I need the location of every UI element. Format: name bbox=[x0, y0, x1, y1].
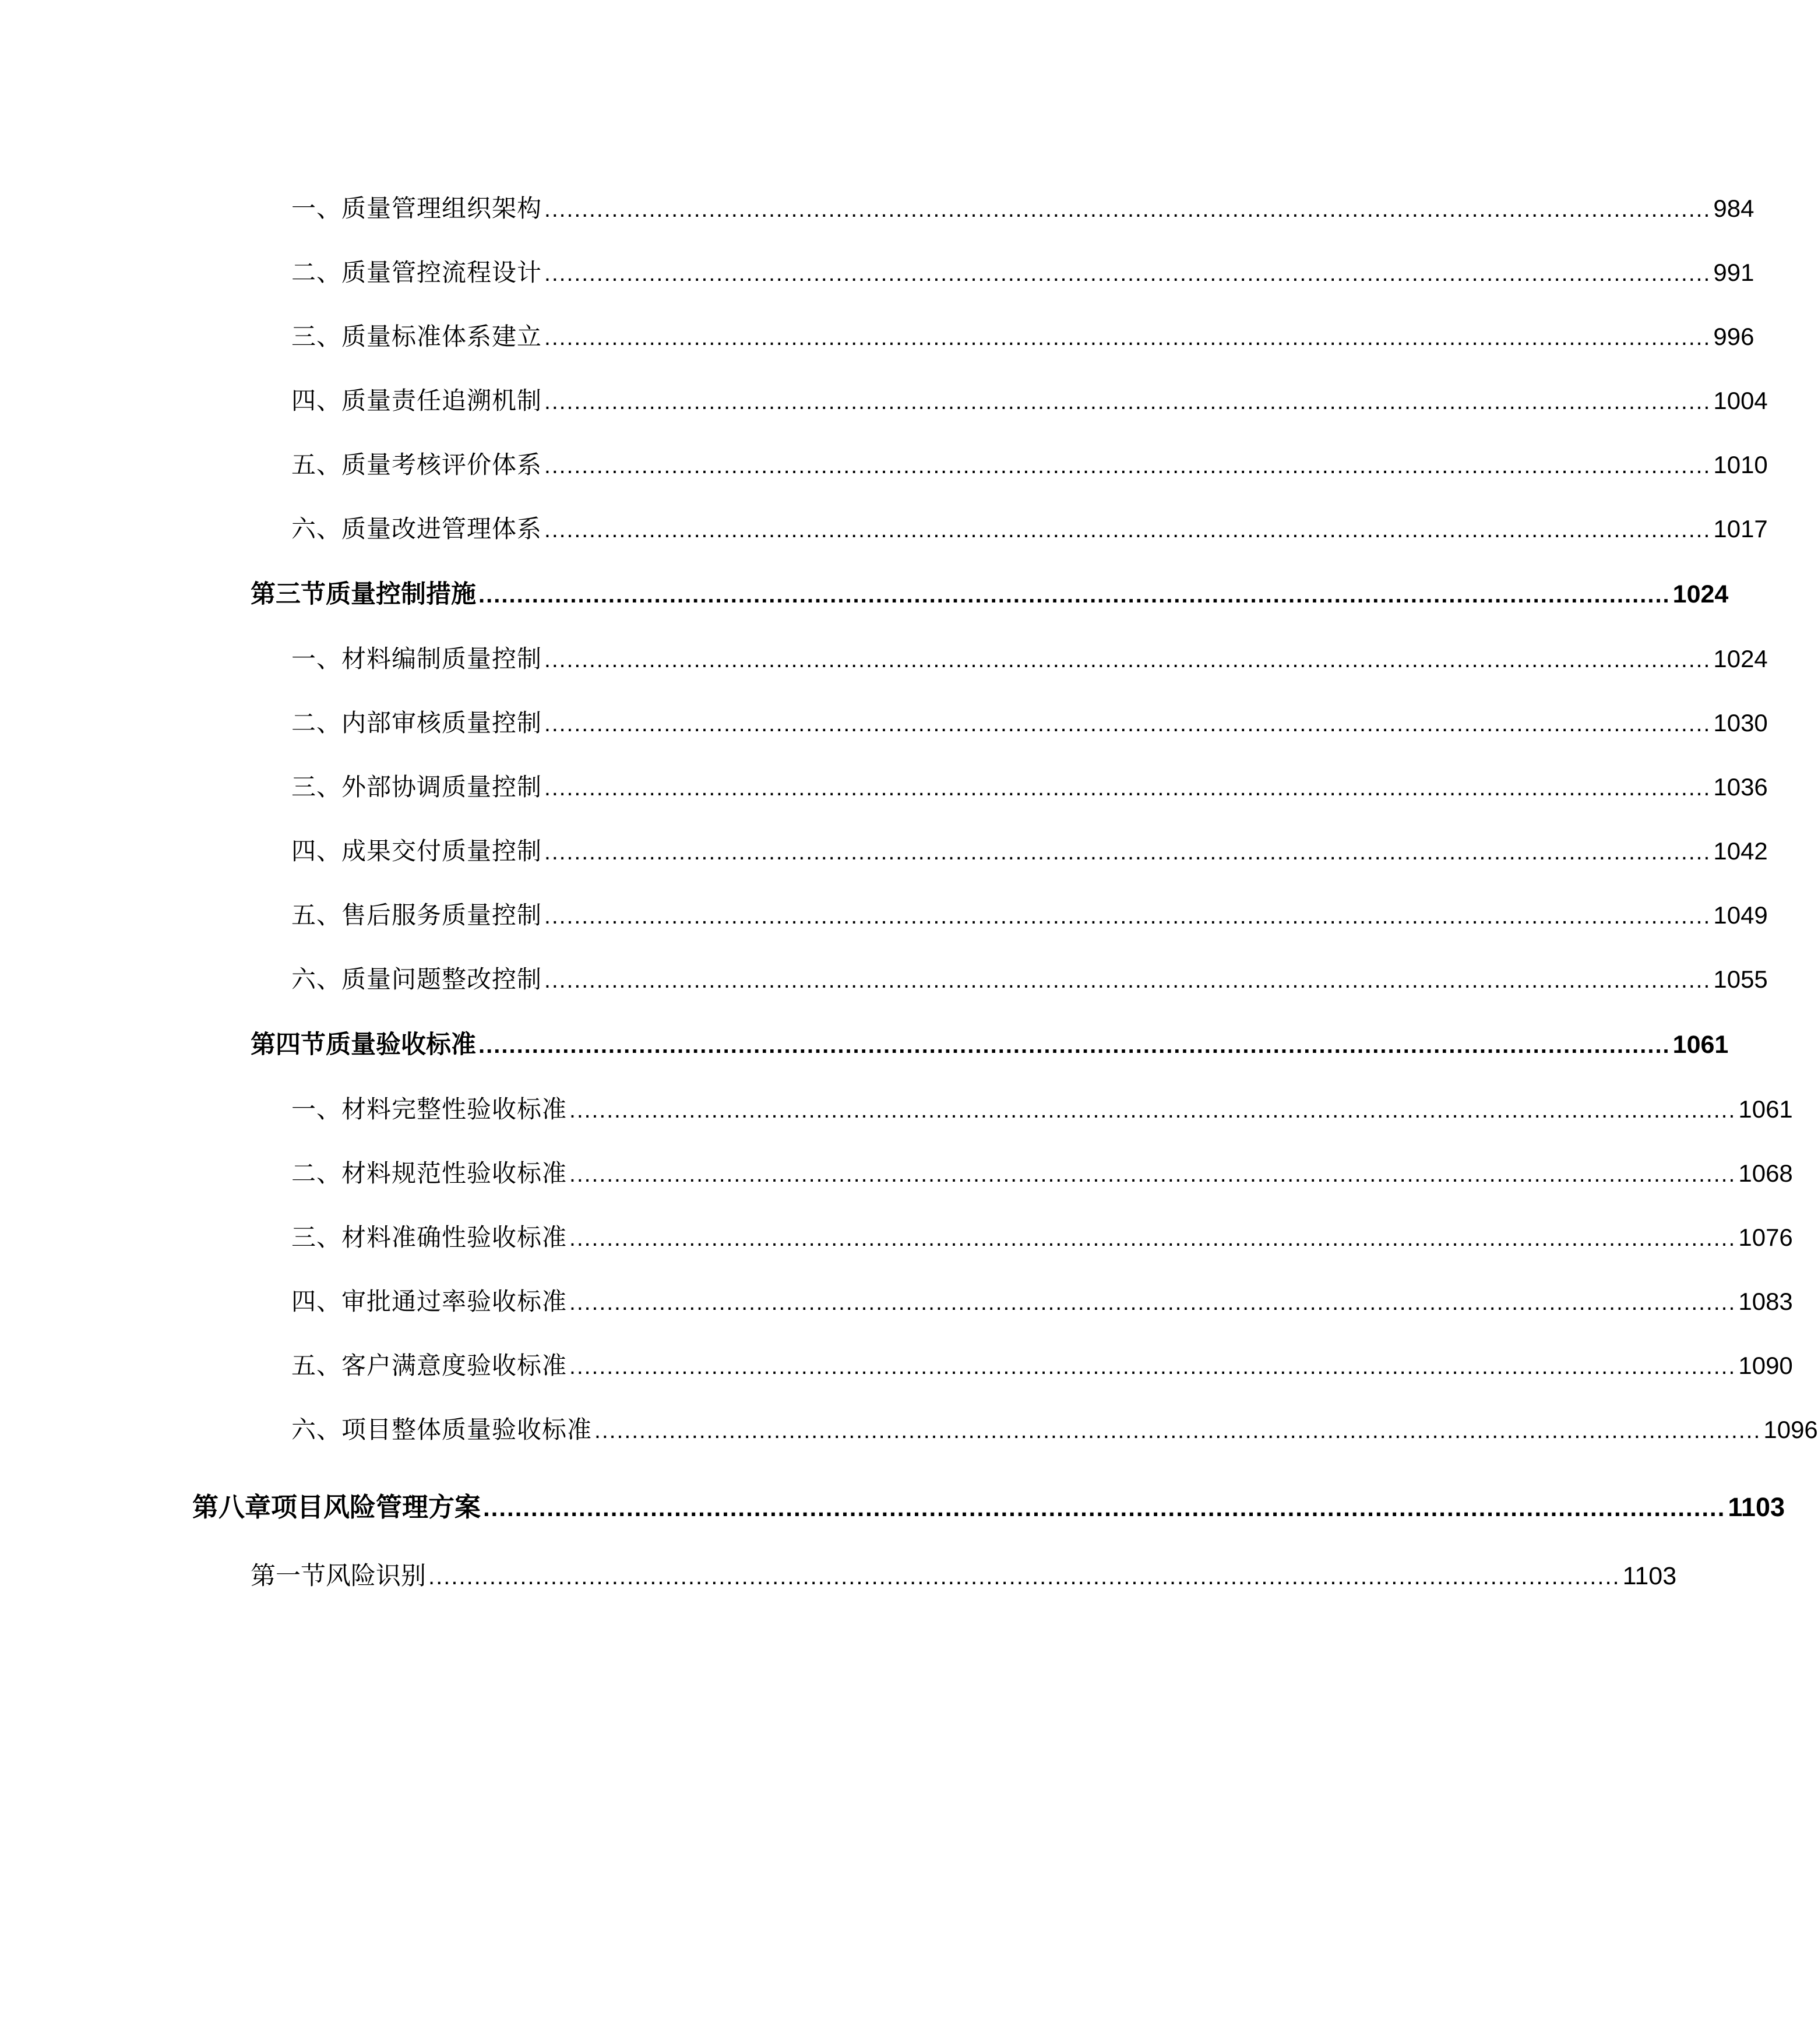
toc-dot-leader: ............................................................................................................................................................ bbox=[544, 711, 1711, 736]
table-of-contents bbox=[192, 175, 1818, 1607]
toc-dot-leader: ............................................................................................................................................................ bbox=[569, 1354, 1736, 1379]
toc-entry[interactable] bbox=[192, 882, 1768, 946]
toc-entry[interactable] bbox=[192, 495, 1768, 559]
toc-entry-title: 一、材料完整性验收标准 bbox=[291, 1095, 568, 1123]
toc-entry-title: 第一节风险识别 bbox=[251, 1562, 426, 1590]
toc-entry-page-number: 1103 bbox=[1622, 1562, 1677, 1590]
toc-entry[interactable] bbox=[192, 1460, 1785, 1541]
toc-entry[interactable] bbox=[192, 559, 1729, 625]
toc-entry[interactable] bbox=[192, 1541, 1677, 1607]
toc-dot-leader: ............................................................................................................................................................ bbox=[569, 1290, 1736, 1315]
toc-entry-title: 三、质量标准体系建立 bbox=[291, 323, 542, 350]
toc-entry-page-number: 1076 bbox=[1738, 1224, 1793, 1251]
toc-entry[interactable] bbox=[192, 689, 1768, 753]
toc-entry-page-number: 1004 bbox=[1713, 387, 1768, 414]
toc-dot-leader: ............................................................................................................................................................ bbox=[544, 453, 1711, 478]
toc-entry-page-number: 1090 bbox=[1738, 1352, 1793, 1379]
toc-entry[interactable] bbox=[192, 1010, 1729, 1076]
toc-entry-title: 六、项目整体质量验收标准 bbox=[291, 1416, 593, 1443]
toc-entry[interactable] bbox=[192, 303, 1754, 367]
toc-entry-page-number: 991 bbox=[1713, 259, 1754, 286]
toc-entry[interactable] bbox=[192, 367, 1768, 431]
toc-dot-leader: ............................................................................................................................................................ bbox=[544, 776, 1711, 801]
toc-entry[interactable] bbox=[192, 431, 1768, 495]
toc-entry-page-number: 996 bbox=[1713, 323, 1754, 350]
toc-dot-leader: ............................................................................................................................................................ bbox=[569, 1226, 1736, 1251]
toc-entry-page-number: 1068 bbox=[1738, 1160, 1793, 1187]
toc-dot-leader: ............................................................................................................................................................ bbox=[594, 1418, 1761, 1443]
toc-entry[interactable] bbox=[192, 1396, 1818, 1460]
toc-entry[interactable] bbox=[192, 817, 1768, 882]
toc-entry-title: 五、售后服务质量控制 bbox=[291, 901, 542, 929]
toc-entry-title: 二、质量管控流程设计 bbox=[291, 259, 542, 286]
toc-entry-page-number: 1096 bbox=[1763, 1416, 1818, 1443]
toc-entry-title: 二、内部审核质量控制 bbox=[291, 709, 542, 736]
toc-entry-page-number: 1024 bbox=[1713, 645, 1768, 672]
toc-entry-page-number: 1017 bbox=[1713, 515, 1768, 542]
toc-entry-page-number: 1103 bbox=[1728, 1492, 1785, 1522]
toc-entry[interactable] bbox=[192, 1332, 1793, 1396]
toc-dot-leader: ............................................................................................................................................................ bbox=[544, 261, 1711, 286]
toc-entry-title: 一、材料编制质量控制 bbox=[291, 645, 542, 672]
toc-entry-page-number: 1083 bbox=[1738, 1288, 1793, 1315]
toc-entry-title: 第三节质量控制措施 bbox=[251, 580, 476, 608]
toc-entry[interactable] bbox=[192, 1140, 1793, 1204]
toc-entry-title: 五、客户满意度验收标准 bbox=[291, 1352, 568, 1379]
toc-dot-leader: ............................................................................................................................................................ bbox=[544, 904, 1711, 929]
toc-dot-leader: ............................................................................................................................................................ bbox=[569, 1098, 1736, 1123]
toc-entry[interactable] bbox=[192, 175, 1754, 239]
toc-entry[interactable] bbox=[192, 1268, 1793, 1332]
toc-entry[interactable] bbox=[192, 753, 1768, 817]
toc-entry-page-number: 1055 bbox=[1713, 965, 1768, 993]
toc-entry-title: 第四节质量验收标准 bbox=[251, 1031, 476, 1059]
toc-entry-page-number: 1036 bbox=[1713, 773, 1768, 801]
toc-dot-leader: ............................................................................................................................................................ bbox=[544, 389, 1711, 414]
toc-entry[interactable] bbox=[192, 625, 1768, 689]
toc-dot-leader: ............................................................................................................................................................ bbox=[544, 517, 1711, 542]
toc-entry[interactable] bbox=[192, 239, 1754, 303]
toc-entry-page-number: 1010 bbox=[1713, 451, 1768, 478]
toc-entry-title: 三、材料准确性验收标准 bbox=[291, 1224, 568, 1251]
toc-dot-leader: ............................................................................................................................................................ bbox=[478, 582, 1671, 608]
toc-entry-page-number: 984 bbox=[1713, 195, 1754, 222]
toc-entry-page-number: 1030 bbox=[1713, 709, 1768, 736]
toc-dot-leader: ............................................................................................................................................................ bbox=[483, 1494, 1726, 1521]
toc-entry-page-number: 1042 bbox=[1713, 837, 1768, 865]
toc-entry-title: 四、质量责任追溯机制 bbox=[291, 387, 542, 414]
toc-entry-title: 四、成果交付质量控制 bbox=[291, 837, 542, 865]
toc-dot-leader: ............................................................................................................................................................ bbox=[544, 197, 1711, 222]
toc-dot-leader: ............................................................................................................................................................ bbox=[478, 1032, 1671, 1058]
toc-entry-title: 一、质量管理组织架构 bbox=[291, 195, 542, 222]
toc-entry-title: 第八章项目风险管理方案 bbox=[192, 1492, 481, 1522]
toc-entry-page-number: 1049 bbox=[1713, 901, 1768, 929]
toc-entry-title: 四、审批通过率验收标准 bbox=[291, 1288, 568, 1315]
toc-entry[interactable] bbox=[192, 1204, 1793, 1268]
toc-entry-title: 六、质量改进管理体系 bbox=[291, 515, 542, 542]
toc-entry-title: 六、质量问题整改控制 bbox=[291, 965, 542, 993]
toc-entry-page-number: 1024 bbox=[1672, 580, 1729, 608]
toc-dot-leader: ............................................................................................................................................................ bbox=[544, 647, 1711, 672]
toc-entry-page-number: 1061 bbox=[1738, 1095, 1793, 1123]
toc-dot-leader: ............................................................................................................................................................ bbox=[544, 325, 1711, 350]
toc-entry[interactable] bbox=[192, 946, 1768, 1010]
toc-dot-leader: ............................................................................................................................................................ bbox=[569, 1162, 1736, 1187]
toc-entry-title: 三、外部协调质量控制 bbox=[291, 773, 542, 801]
toc-entry[interactable] bbox=[192, 1076, 1793, 1140]
toc-entry-page-number: 1061 bbox=[1672, 1031, 1729, 1059]
toc-dot-leader: ............................................................................................................................................................ bbox=[544, 968, 1711, 993]
toc-entry-title: 二、材料规范性验收标准 bbox=[291, 1160, 568, 1187]
toc-entry-title: 五、质量考核评价体系 bbox=[291, 451, 542, 478]
toc-dot-leader: ............................................................................................................................................................ bbox=[428, 1564, 1620, 1590]
toc-dot-leader: ............................................................................................................................................................ bbox=[544, 840, 1711, 865]
